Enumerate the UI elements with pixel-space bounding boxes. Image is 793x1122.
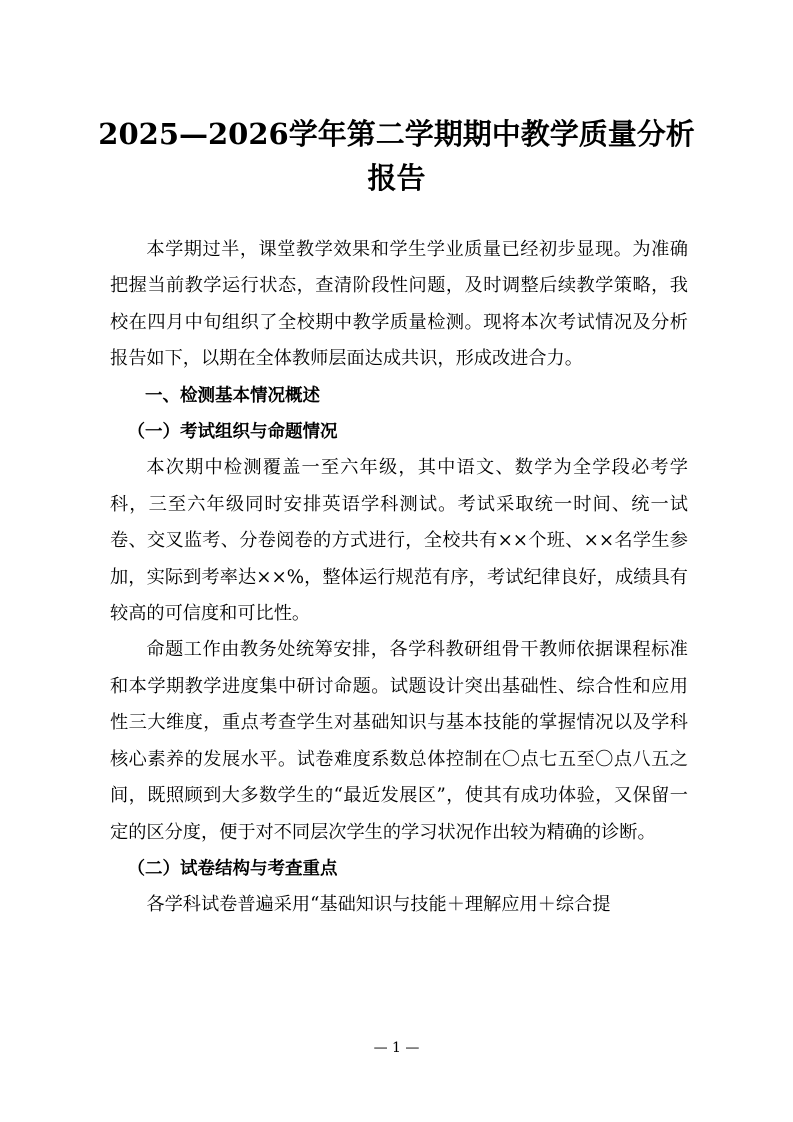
document-body (110, 232, 688, 924)
subsection2-paragraph-1: 各学科试卷普遍采用“基础知识与技能＋理解应用＋综合提 (146, 894, 611, 916)
subsection1-paragraph-1: 本次期中检测覆盖一至六年级，其中语文、数学为全学段必考学科，三至六年级同时安排英语学科测试。考试采取统一时间、统一试卷、交叉监考、分卷阅卷的方式进行，全校共有××个班、××名学生参加，实际到考率达××%，整体运行规范有序，考试纪律良好，成绩具有较高的可信度和可比性。 (110, 457, 688, 625)
document-title: 2025—2026学年第二学期期中教学质量分析报告 (98, 117, 695, 195)
subsection-heading-1: （一）考试组织与命题情况 (127, 422, 338, 443)
section-heading-1: 一、检测基本情况概述 (145, 385, 320, 406)
subsection1-paragraph-2: 命题工作由教务处统筹安排，各学科教研组骨干教师依据课程标准和本学期教学进度集中研讨命题。试题设计突出基础性、综合性和应用性三大维度，重点考查学生对基础知识与基本技能的掌握情况以及学科核心素养的发展水平。试卷难度系数总体控制在〇点七五至〇点八五之间，既照顾到大多数学生的“最近发展区”，使其有成功体验，又保留一定的区分度，便于对不同层次学生的学习状况作出较为精确的诊断。 (110, 639, 688, 843)
page-number: — 1 — (373, 1040, 420, 1056)
intro-paragraph: 本学期过半，课堂教学效果和学生学业质量已经初步显现。为准确把握当前教学运行状态，查清阶段性问题，及时调整后续教学策略，我校在四月中旬组织了全校期中教学质量检测。现将本次考试情况及分析报告如下，以期在全体教师层面达成共识，形成改进合力。 (110, 239, 688, 370)
subsection-heading-2: （二）试卷结构与考查重点 (127, 858, 338, 879)
